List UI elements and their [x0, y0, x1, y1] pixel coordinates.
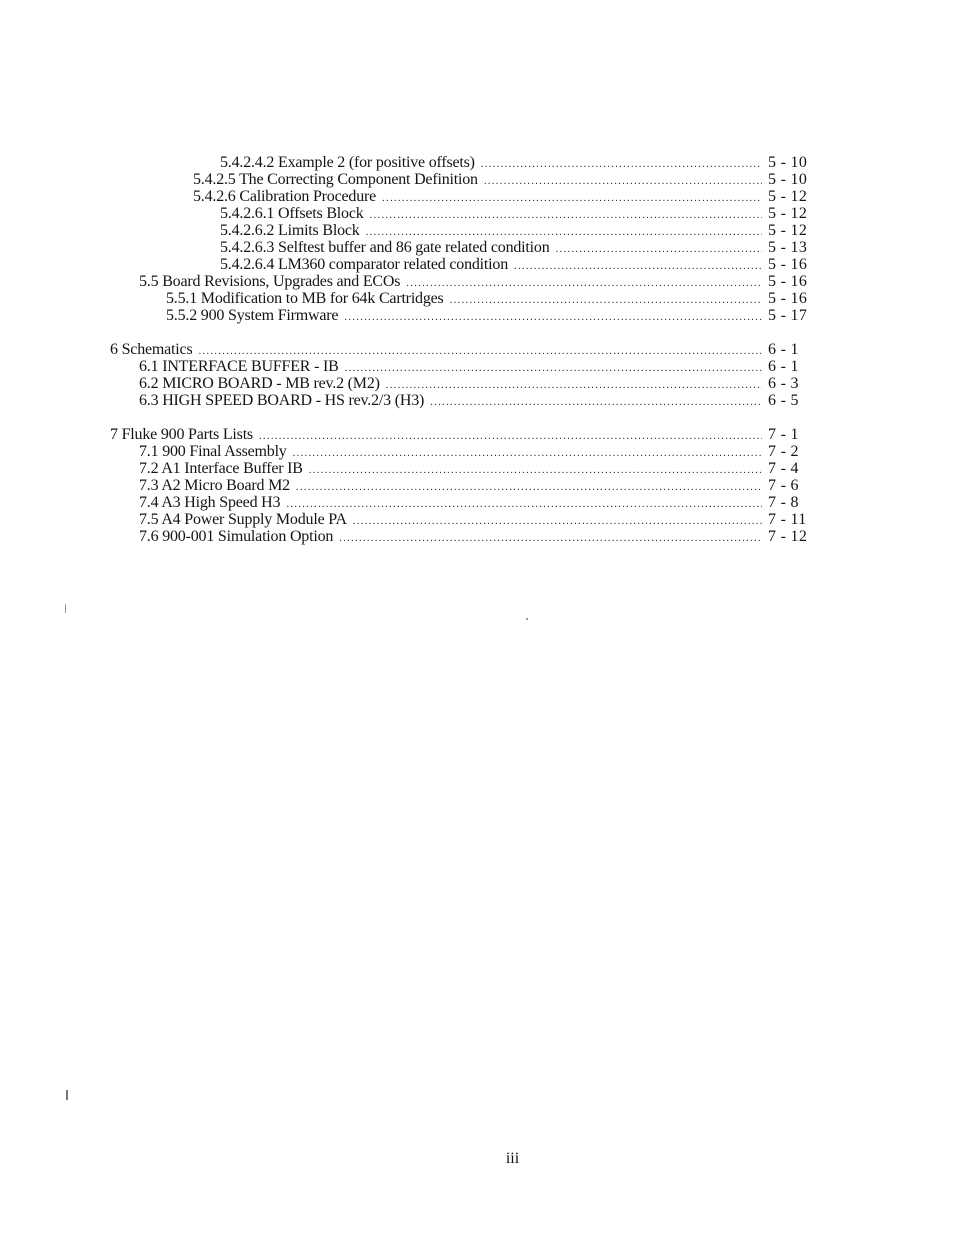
- toc-entry-label: 5.5.2 900 System Firmware: [166, 307, 339, 324]
- toc-entry-page: 7 - 4: [768, 460, 799, 477]
- toc-entry-page: 7 - 12: [768, 528, 808, 545]
- toc-entry: [110, 341, 812, 358]
- dot-leader: [484, 173, 762, 190]
- page-number: iii: [505, 1150, 520, 1167]
- toc-entry-label: 5.5.1 Modification to MB for 64k Cartridges: [166, 290, 444, 307]
- toc-entry-page: 6 - 1: [768, 341, 799, 358]
- dot-leader: [353, 513, 762, 530]
- toc-entry: [110, 511, 812, 528]
- toc-group-section-6: [110, 341, 812, 409]
- toc-entry-label: 7.2 A1 Interface Buffer IB: [139, 460, 303, 477]
- toc-entry: [110, 426, 812, 443]
- toc-entry-label: 5.4.2.6.3 Selftest buffer and 86 gate related condition: [220, 239, 550, 256]
- toc-entry-page: 5 - 12: [768, 188, 808, 205]
- dot-leader: [344, 309, 762, 326]
- toc-entry-label: 5.4.2.6.1 Offsets Block: [220, 205, 364, 222]
- toc-entry: [110, 222, 812, 239]
- dot-leader: [293, 445, 762, 462]
- toc-entry-page: 6 - 1: [768, 358, 799, 375]
- toc-entry: [110, 239, 812, 256]
- toc-entry-label: 5.4.2.6 Calibration Procedure: [193, 188, 377, 205]
- scan-speck: [65, 604, 66, 613]
- toc-entry: [110, 171, 812, 188]
- toc-entry-label: 5.4.2.5 The Correcting Component Definition: [193, 171, 478, 188]
- toc-entry-page: 5 - 12: [768, 205, 808, 222]
- dot-leader: [366, 224, 762, 241]
- toc-entry: [110, 205, 812, 222]
- toc-entry-page: 5 - 16: [768, 273, 808, 290]
- toc-entry-page: 7 - 2: [768, 443, 799, 460]
- dot-leader: [556, 241, 762, 258]
- dot-leader: [309, 462, 762, 479]
- toc-entry-label: 6.3 HIGH SPEED BOARD - HS rev.2/3 (H3): [139, 392, 425, 409]
- toc-entry-page: 6 - 5: [768, 392, 799, 409]
- toc-entry-page: 7 - 8: [768, 494, 799, 511]
- toc-entry: [110, 494, 812, 511]
- toc-entry-label: 5.4.2.4.2 Example 2 (for positive offsets): [220, 154, 475, 171]
- toc-entry-label: 7.6 900-001 Simulation Option: [139, 528, 334, 545]
- toc-entry-page: 5 - 13: [768, 239, 808, 256]
- toc-entry-label: 5.4.2.6.4 LM360 comparator related condition: [220, 256, 509, 273]
- toc-entry-label: 6 Schematics: [110, 341, 193, 358]
- dot-leader: [198, 343, 762, 360]
- toc-entry-label: 5.5 Board Revisions, Upgrades and ECOs: [139, 273, 401, 290]
- dot-leader: [296, 479, 762, 496]
- toc-entry-page: 7 - 11: [768, 511, 807, 528]
- dot-leader: [370, 207, 762, 224]
- dot-leader: [286, 496, 762, 513]
- toc-entry: [110, 256, 812, 273]
- scan-speck: [66, 1090, 68, 1100]
- toc-entry-page: 7 - 1: [768, 426, 799, 443]
- toc-entry-page: 6 - 3: [768, 375, 799, 392]
- toc-entry: [110, 528, 812, 545]
- toc-entry-label: 5.4.2.6.2 Limits Block: [220, 222, 360, 239]
- dot-leader: [345, 360, 762, 377]
- toc-entry-page: 5 - 17: [768, 307, 808, 324]
- dot-leader: [450, 292, 762, 309]
- toc-entry-label: 7.3 A2 Micro Board M2: [139, 477, 290, 494]
- toc-entry-label: 7 Fluke 900 Parts Lists: [110, 426, 253, 443]
- scan-speck: [526, 618, 528, 620]
- dot-leader: [386, 377, 762, 394]
- dot-leader: [430, 394, 762, 411]
- toc-group-section-5: [110, 154, 812, 324]
- dot-leader: [382, 190, 762, 207]
- toc-entry-page: 5 - 12: [768, 222, 808, 239]
- toc-entry-label: 7.4 A3 High Speed H3: [139, 494, 281, 511]
- toc-entry-label: 7.5 A4 Power Supply Module PA: [139, 511, 347, 528]
- toc-group-section-7: [110, 426, 812, 545]
- dot-leader: [406, 275, 762, 292]
- dot-leader: [514, 258, 762, 275]
- toc-entry: [110, 290, 812, 307]
- dot-leader: [481, 156, 762, 173]
- toc-entry-label: 6.2 MICRO BOARD - MB rev.2 (M2): [139, 375, 380, 392]
- dot-leader: [259, 428, 762, 445]
- toc-entry-page: 5 - 10: [768, 171, 808, 188]
- table-of-contents: [110, 154, 812, 562]
- toc-entry-page: 5 - 10: [768, 154, 808, 171]
- toc-entry: [110, 273, 812, 290]
- toc-entry-page: 5 - 16: [768, 290, 808, 307]
- toc-entry: [110, 460, 812, 477]
- toc-entry: [110, 154, 812, 171]
- toc-entry-page: 5 - 16: [768, 256, 808, 273]
- toc-entry-page: 7 - 6: [768, 477, 799, 494]
- dot-leader: [339, 530, 762, 547]
- toc-entry: [110, 392, 812, 409]
- toc-entry-label: 7.1 900 Final Assembly: [139, 443, 287, 460]
- toc-entry: [110, 188, 812, 205]
- toc-entry: [110, 375, 812, 392]
- toc-entry: [110, 477, 812, 494]
- toc-entry-label: 6.1 INTERFACE BUFFER - IB: [139, 358, 339, 375]
- toc-entry: [110, 358, 812, 375]
- toc-entry: [110, 443, 812, 460]
- toc-entry: [110, 307, 812, 324]
